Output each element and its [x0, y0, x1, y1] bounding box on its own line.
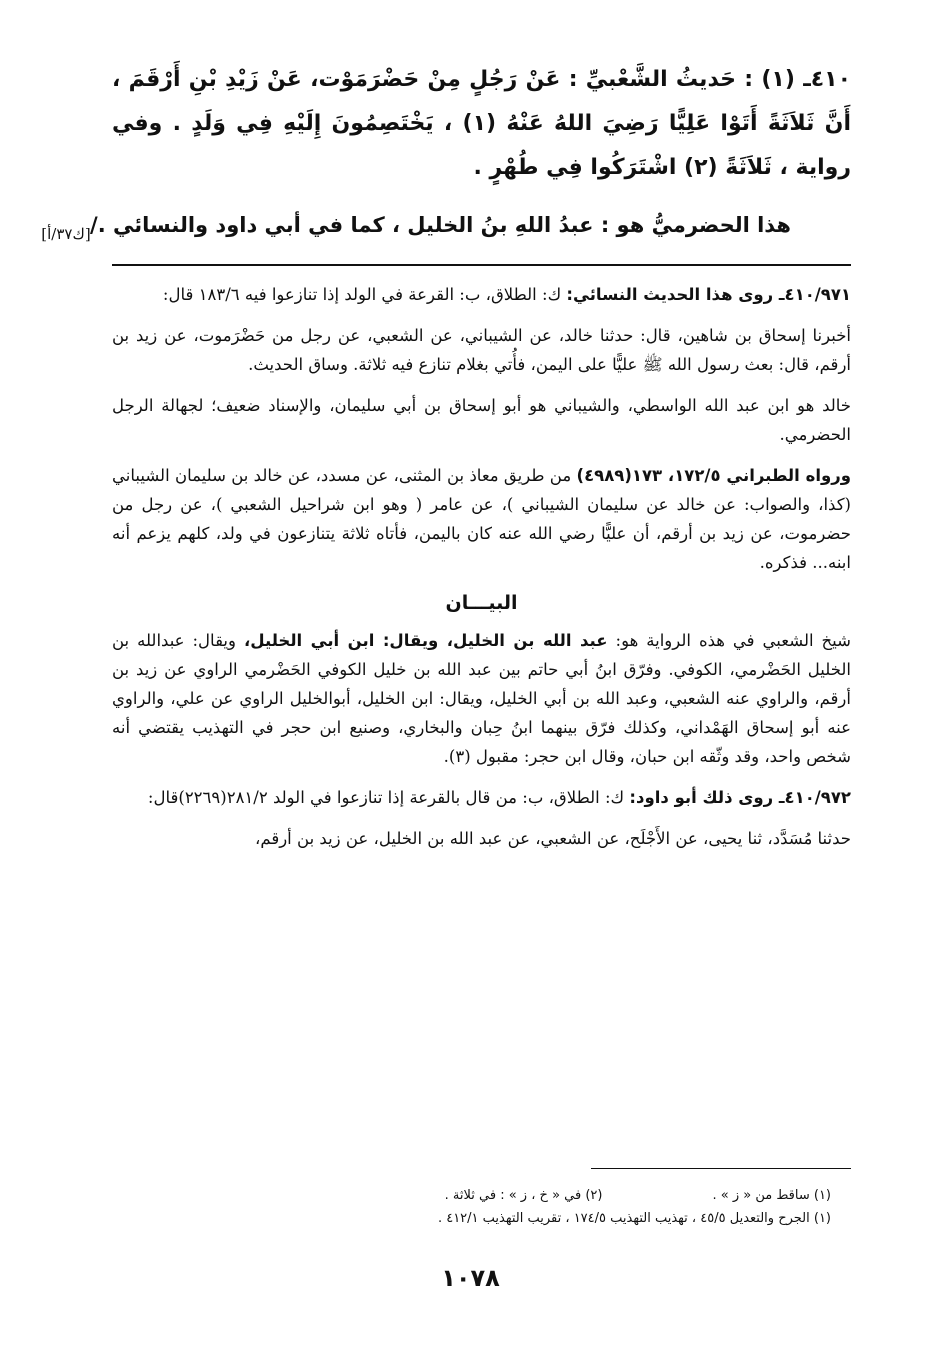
commentary-paragraph-abudawud-isnad: حدثنا مُسَدَّد، ثنا يحيى، عن الأَجْلَح، عن الشعبي، عن عبد الله بن الخليل، عن زيد بن أرقم،	[255, 829, 851, 848]
margin-manuscript-reference: [ك٣٧/أ]	[41, 225, 91, 243]
footnote-row	[112, 1184, 831, 1207]
footnote-3: (١) الجرح والتعديل ٤٥/٥ ، تهذيب التهذيب ١٧٤/٥ ، تقريب التهذيب ٤١٢/١ .	[437, 1211, 831, 1226]
hadith-text: ٤١٠ـ (١) : حَديثُ الشَّعْبيِّ : عَنْ رَجُلٍ مِنْ حَضْرَمَوْت، عَنْ زَيْدِ بْنِ أَرْقَمَ ، أَنَّ ثَلاَثَةً أَتَوْا عَلِيًّا رَضِيَ اللهُ عَنْهُ (١) ، يَخْتَصِمُونَ إِلَيْهِ فِي وَلَدٍ . وفي رواية ، ثَلاَثَةً (٢) اشْتَرَكُوا فِي طُهْرٍ .	[112, 67, 852, 180]
bayan-intro: شيخ الشعبي في هذه الرواية هو:	[607, 631, 851, 650]
abudawud-reference-lead: ٤١٠/٩٧٢ـ روى ذلك أبو داود:	[629, 788, 851, 807]
commentary-paragraph-nasai	[112, 280, 851, 309]
commentary-paragraph-tabarani	[112, 461, 851, 577]
abudawud-reference-text: ك: الطلاق، ب: من قال بالقرعة إذا تنازعوا في الولد ٢٨١/٢(٢٢٦٩)قال:	[147, 788, 630, 807]
identification-line: هذا الحضرميُّ هو : عبدُ اللهِ بنُ الخليل ، كما في أبي داود والنسائي ./	[90, 213, 791, 237]
hadith-text-block	[112, 58, 851, 190]
tabarani-reference-text: من طريق معاذ بن المثنى، عن مسدد، عن خالد بن سليمان الشيباني (كذا، والصواب: عن خالد عن سليمان الشيباني )، عن عامر ( وهو ابن شراحيل الشعبي )، عن رجل من حضرموت، عن زيد بن أرقم، أن عليًّا رضي الله عنه كان باليمن، فأتاه ثلاثة يتنازعون في ولد، كلهم يزعم أنه ابنه... فذكره.	[112, 466, 851, 572]
narrator-name-bold: عبد الله بن الخليل، ويقال: ابن أبي الخليل،	[243, 631, 608, 650]
footnote-divider-rule	[591, 1168, 851, 1169]
bayan-text: ويقال: عبدالله بن الخليل الحَضْرمي، الكوفي. وفرّق ابنُ أبي حاتم بين عبد الله بن خليل الكوفي الحَضْرمي الراوي عن زيد بن أرقم، والراوي عنه الشعبي، وعبد الله بن أبي الخليل، ويقال: ابن الخليل، أبوالخليل الراوي عن علي، والراوي عنه أبو إسحاق الهَمْداني، وكذلك فرّق بينهما ابنُ حِبان والبخاري، وصنيع ابن حجر في التهذيب يقتضي أنه شخص واحد، وقد وثّقه ابن حبان، وقال ابن حجر: مقبول (٣).	[112, 631, 851, 766]
nasai-reference-lead: ٤١٠/٩٧١ـ روى هذا الحديث النسائي:	[566, 285, 851, 304]
tabarani-reference-lead: ورواه الطبراني ١٧٢/٥، ١٧٣(٤٩٨٩)	[576, 466, 851, 485]
commentary-paragraph-bayan	[112, 626, 851, 771]
footnote-1: (١) ساقط من « ز » .	[712, 1188, 831, 1203]
nasai-reference-text: ك: الطلاق، ب: القرعة في الولد إذا تنازعوا فيه ١٨٣/٦ قال:	[162, 285, 567, 304]
page-number: ١٠٧٨	[441, 1264, 500, 1292]
commentary-block	[112, 280, 851, 865]
commentary-paragraph-abudawud	[112, 783, 851, 812]
bayan-heading: البيـــان	[445, 592, 518, 614]
footnotes-block	[112, 1184, 831, 1230]
footnote-2: (٢) في « خ ، ز » : في ثلاثة .	[444, 1188, 603, 1203]
main-divider-rule	[112, 264, 851, 266]
commentary-paragraph-isnad: أخبرنا إسحاق بن شاهين، قال: حدثنا خالد، عن الشيباني، عن الشعبي، عن رجل من حَضْرَموت، عن زيد بن أرقم، قال: بعث رسول الله ﷺ عليًّا على اليمن، فأُتي بغلام تنازع فيه ثلاثة. وساق الحديث.	[112, 326, 851, 374]
commentary-paragraph-grading: خالد هو ابن عبد الله الواسطي، والشيباني هو أبو إسحاق بن أبي سليمان، والإسناد ضعيف؛ لجهالة الرجل الحضرمي.	[112, 396, 851, 444]
